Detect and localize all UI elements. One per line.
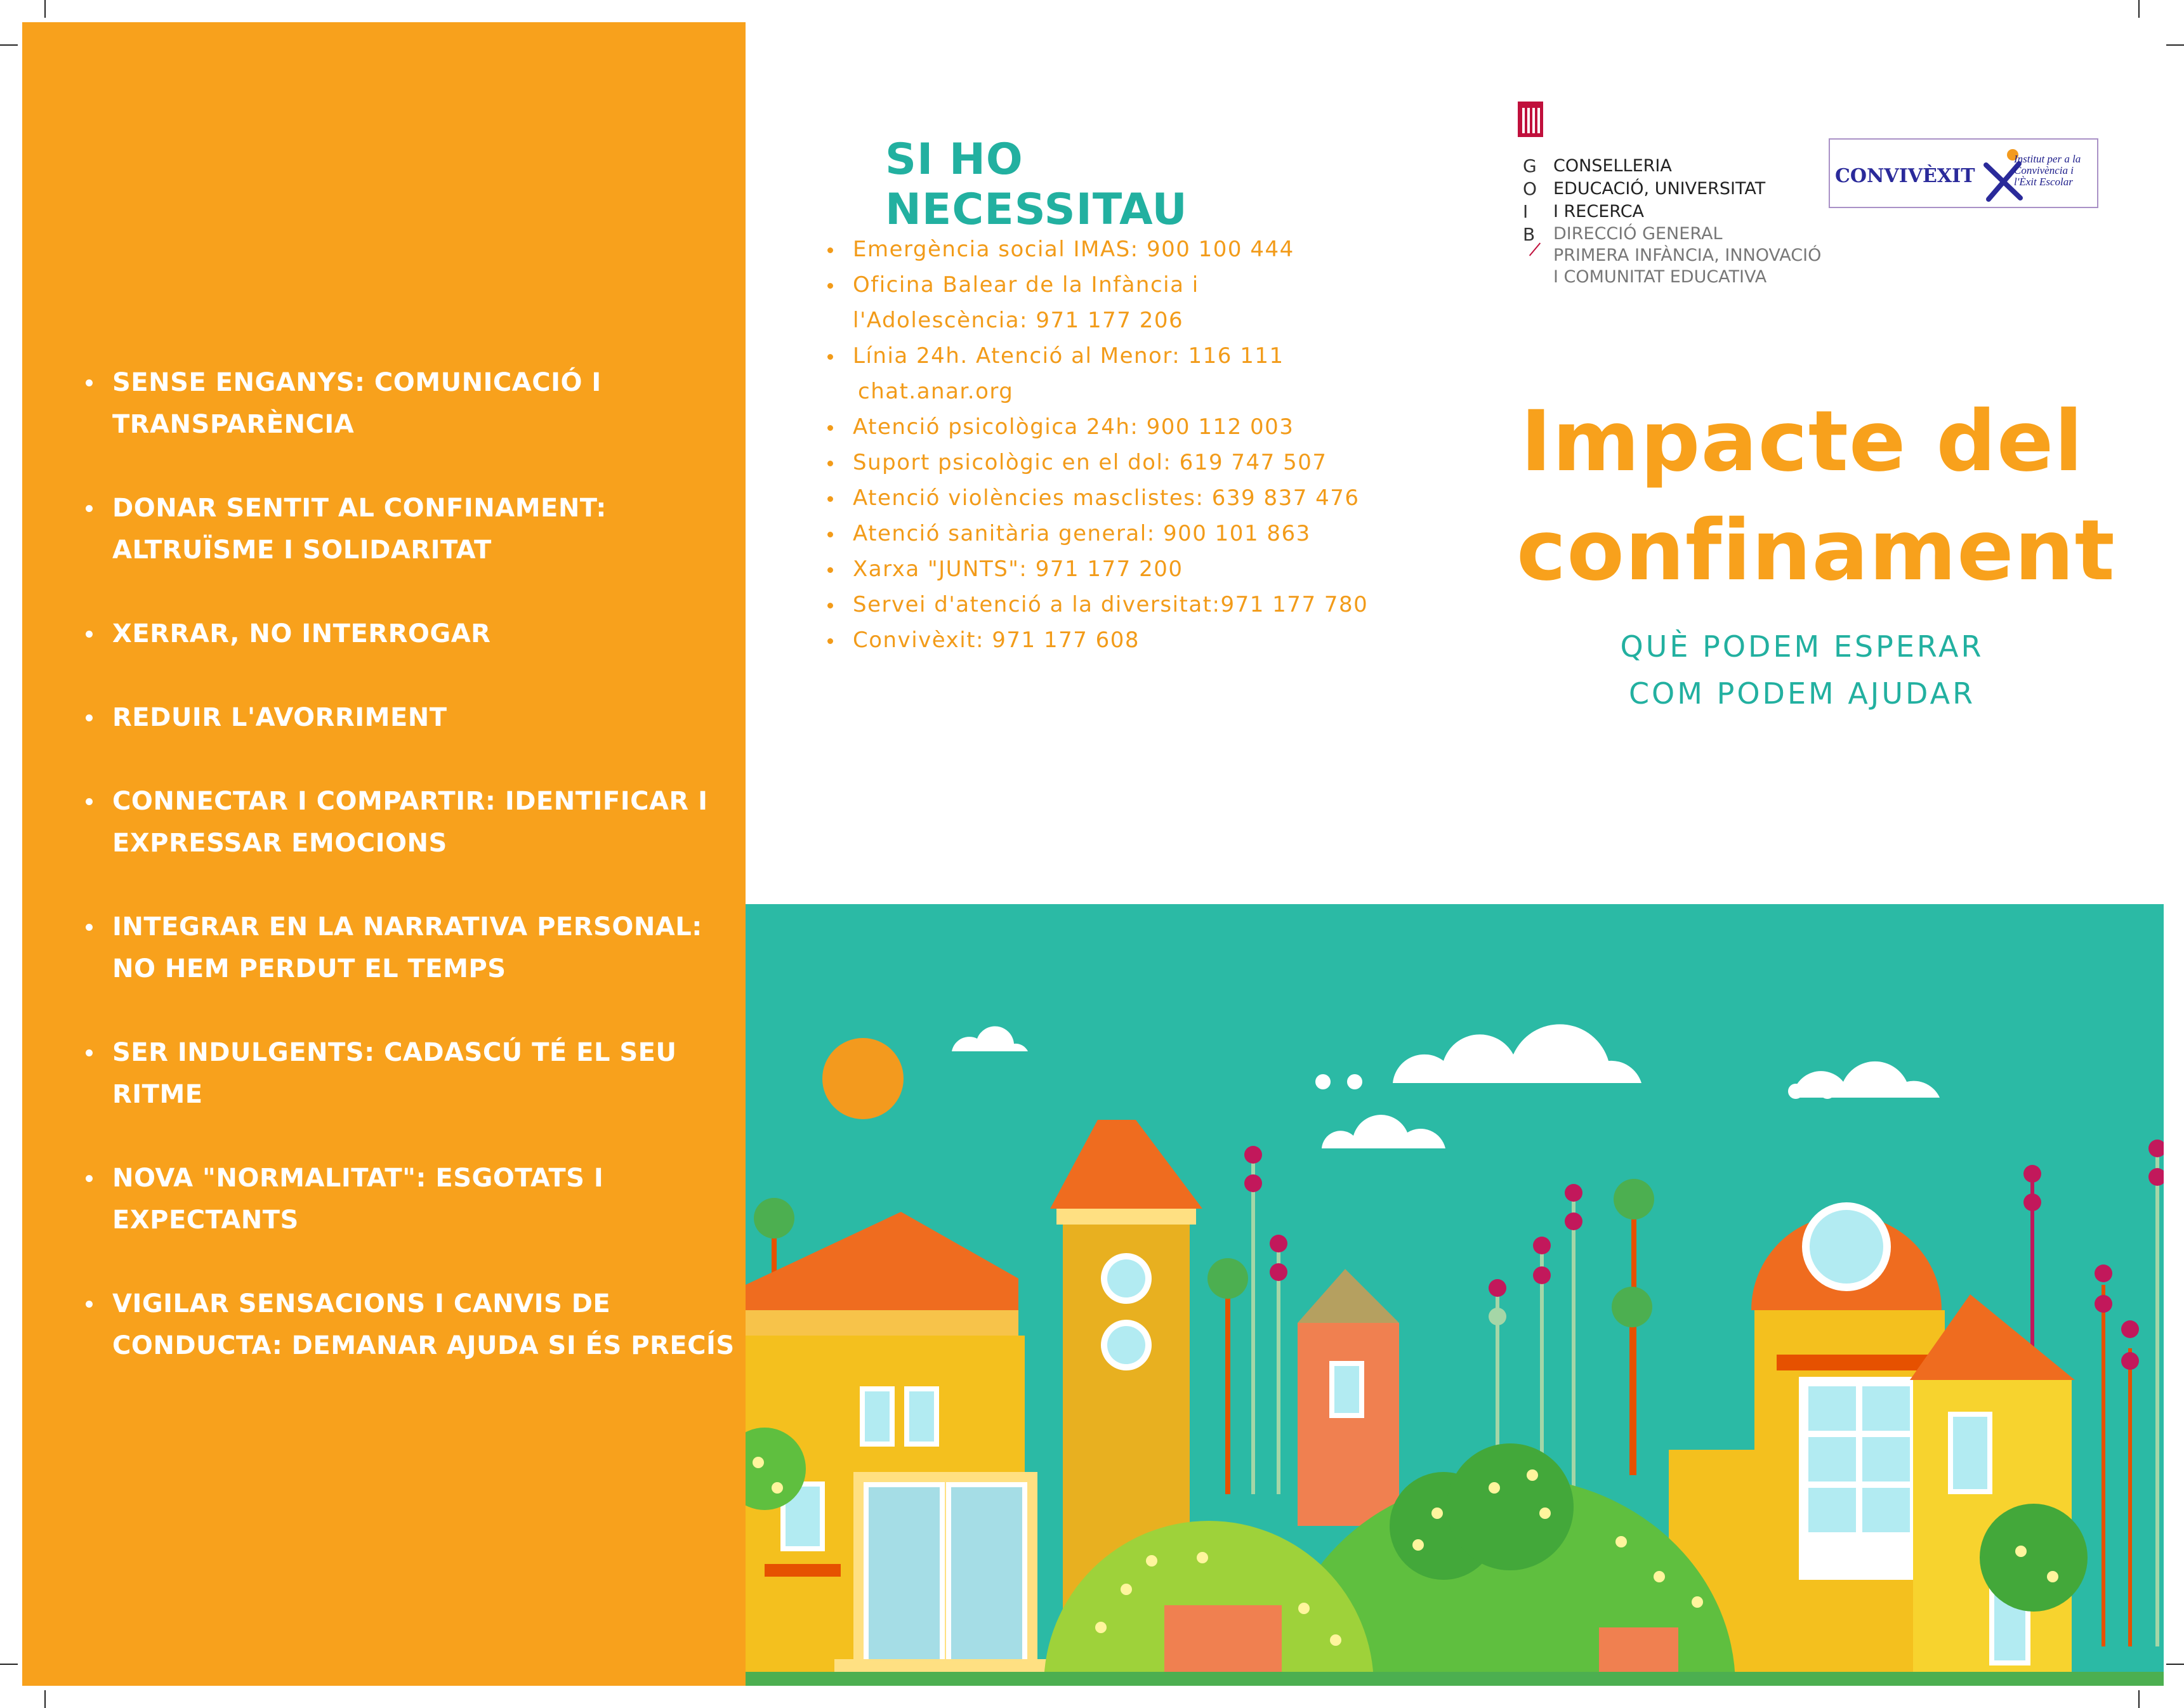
cover-title	[1516, 387, 2115, 605]
tip-item: SER INDULGENTS: CADASCÚ TÉ EL SEU RITME	[86, 1032, 739, 1115]
crop-mark	[2138, 1690, 2140, 1708]
cover-title-line: Impacte del	[1520, 393, 2084, 490]
contact-item	[825, 338, 1396, 409]
contact-item-line: Oficina Balear de la Infància i	[853, 272, 1199, 298]
contact-item: Atenció violències masclistes: 639 837 476	[825, 480, 1396, 516]
contact-item: Emergència social IMAS: 900 100 444	[825, 232, 1396, 267]
tip-item: REDUIR L'AVORRIMENT	[86, 697, 739, 739]
goib-letter: I	[1523, 201, 1529, 222]
contacts-list	[825, 232, 1396, 658]
tips-list	[86, 362, 739, 1409]
contact-item-line: l'Adolescència: 971 177 206	[853, 308, 1184, 333]
convivexit-name: CONVIVÈXIT	[1835, 165, 1975, 187]
contact-item: Servei d'atenció a la diversitat:971 177 780	[825, 587, 1396, 622]
tip-item: NOVA "NORMALITAT": ESGOTATS I EXPECTANTS	[86, 1157, 739, 1241]
goib-line: PRIMERA INFÀNCIA, INNOVACIÓ	[1553, 246, 1822, 265]
goib-line: DIRECCIÓ GENERAL	[1553, 224, 1723, 244]
contact-item: Xarxa "JUNTS": 971 177 200	[825, 551, 1396, 587]
goib-letter: B	[1523, 224, 1536, 245]
tip-item: INTEGRAR EN LA NARRATIVA PERSONAL: NO HEM PERDUT EL TEMPS	[86, 906, 739, 990]
crop-mark	[44, 0, 46, 18]
town-illustration	[746, 904, 2164, 1686]
goib-letters	[1523, 155, 1542, 246]
convivexit-tagline: Institut per a la Convivència i l'Èxit Escolar	[2014, 153, 2081, 188]
tip-item: CONNECTAR I COMPARTIR: IDENTIFICAR I EXPRESSAR EMOCIONS	[86, 780, 739, 864]
convivexit-logo	[1829, 138, 2098, 208]
tip-item: SENSE ENGANYS: COMUNICACIÓ I TRANSPARÈNCIA	[86, 362, 739, 445]
goib-letter: O	[1523, 178, 1537, 199]
ground-strip	[746, 1672, 2164, 1686]
goib-line: EDUCACIÓ, UNIVERSITAT	[1553, 179, 1766, 199]
contact-link[interactable]: chat.anar.org	[858, 379, 1014, 404]
tip-item: XERRAR, NO INTERROGAR	[86, 613, 739, 655]
goib-letter: G	[1523, 155, 1537, 176]
contact-item	[825, 267, 1396, 338]
crop-mark	[2166, 1664, 2184, 1665]
cover-subtitle-line: QUÈ PODEM ESPERAR	[1620, 629, 1984, 664]
sun-icon	[822, 1038, 904, 1119]
contact-item: Atenció sanitària general: 900 101 863	[825, 516, 1396, 551]
contact-item: Suport psicològic en el dol: 619 747 507	[825, 445, 1396, 480]
crop-mark	[0, 1664, 18, 1665]
goib-text	[1553, 155, 1826, 288]
goib-logo	[1518, 102, 1822, 292]
contact-item-line: Línia 24h. Atenció al Menor: 116 111	[853, 343, 1284, 369]
goib-line: I RECERCA	[1553, 202, 1645, 221]
crop-mark	[2138, 0, 2140, 18]
tips-panel	[22, 22, 746, 1686]
crop-mark	[0, 44, 18, 46]
tip-item: VIGILAR SENSACIONS I CANVIS DE CONDUCTA: DEMANAR AJUDA SI ÉS PRECÍS	[86, 1283, 739, 1367]
crop-mark	[44, 1690, 46, 1708]
cover-title-line: confinament	[1516, 502, 2115, 600]
help-title: SI HO NECESSITAU	[885, 135, 1188, 235]
goib-line: CONSELLERIA	[1553, 156, 1672, 176]
tip-item: DONAR SENTIT AL CONFINAMENT: ALTRUÏSME I SOLIDARITAT	[86, 487, 739, 571]
crop-mark	[2166, 44, 2184, 46]
goib-line: I COMUNITAT EDUCATIVA	[1553, 267, 1767, 287]
contact-item: Convivèxit: 971 177 608	[825, 622, 1396, 658]
goib-emblem-icon	[1518, 102, 1543, 146]
cover-subtitle-line: COM PODEM AJUDAR	[1628, 676, 1976, 711]
contact-item: Atenció psicològica 24h: 900 112 003	[825, 409, 1396, 445]
cover-subtitle	[1548, 623, 2056, 717]
